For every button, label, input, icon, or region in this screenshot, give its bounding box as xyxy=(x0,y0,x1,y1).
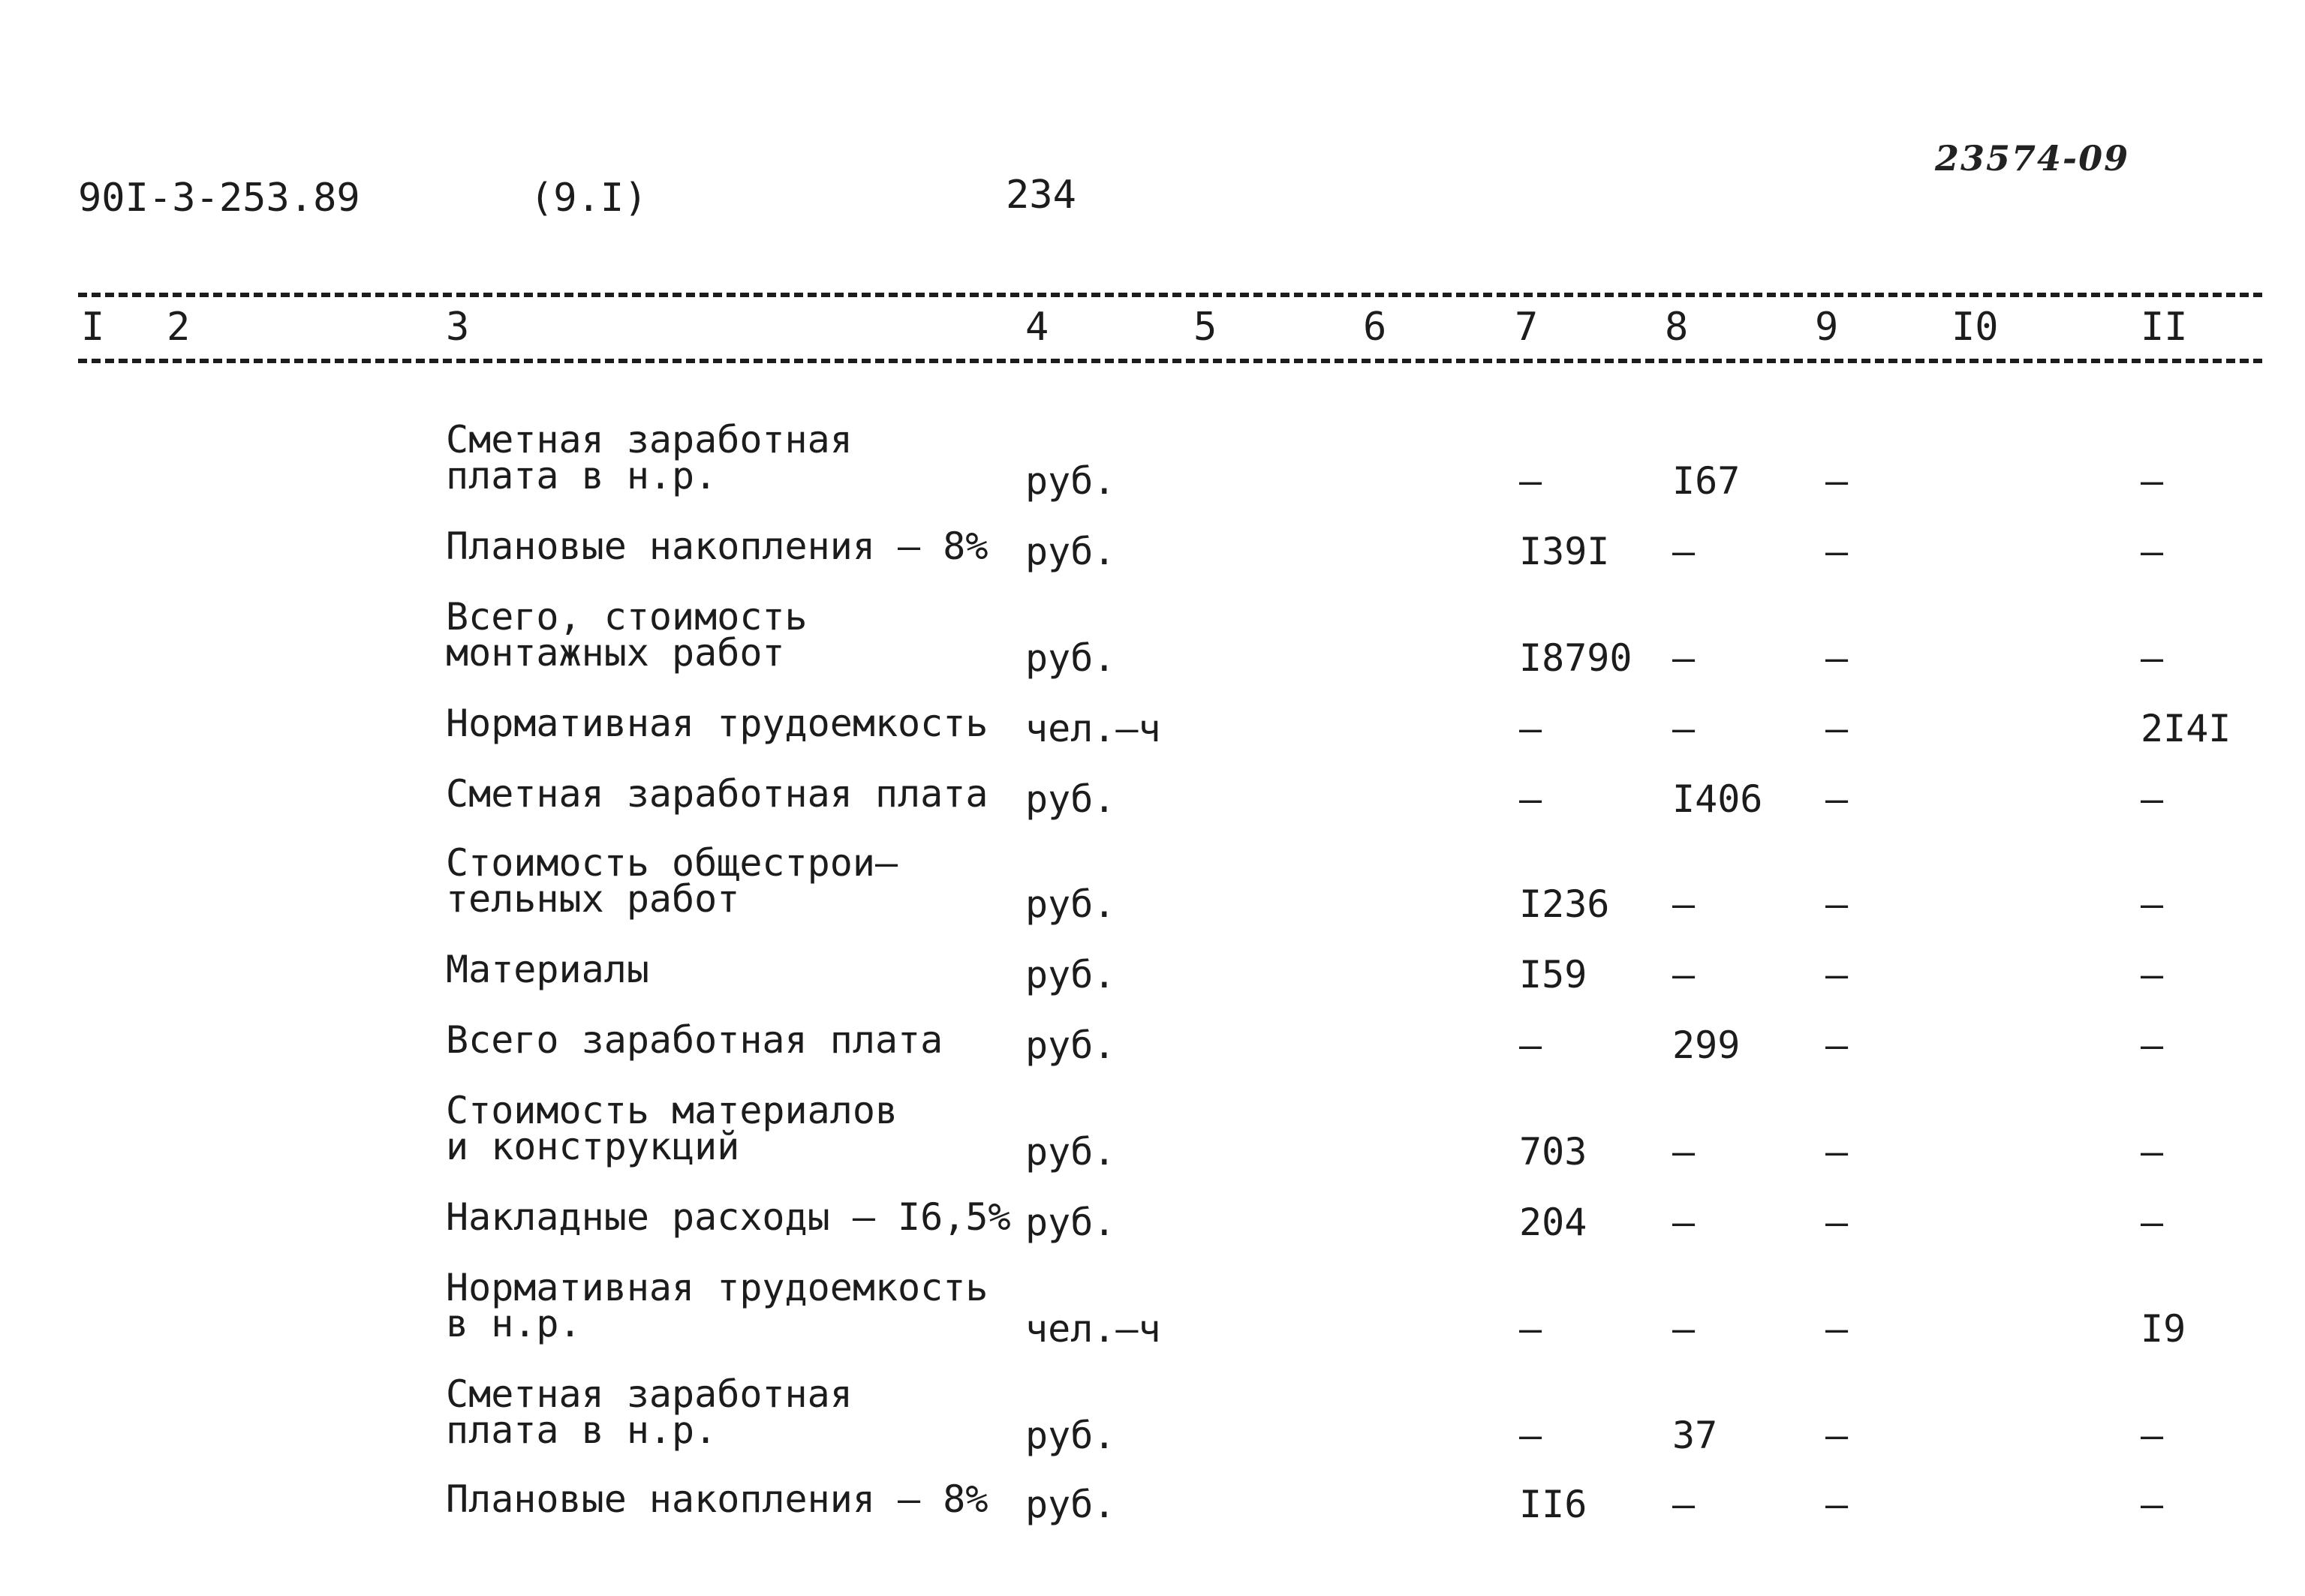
item-name xyxy=(446,702,989,745)
column-9-value: – xyxy=(1825,1201,1849,1244)
item-name-line: Стоимость общестрои– xyxy=(446,841,898,885)
column-8-value: – xyxy=(1672,1483,1696,1526)
column-11-value: I9 xyxy=(2141,1307,2186,1351)
column-number: 4 xyxy=(1025,305,1049,350)
item-name-line: плата в н.р. xyxy=(446,1408,718,1452)
column-8-value: 299 xyxy=(1672,1023,1741,1067)
column-9-value: – xyxy=(1825,882,1849,926)
unit-cell: руб. xyxy=(1025,1483,1116,1526)
column-8-value: – xyxy=(1672,1307,1696,1351)
column-number: 3 xyxy=(446,305,470,350)
column-11-value: – xyxy=(2141,1023,2164,1067)
column-number: I xyxy=(81,305,105,350)
column-7-value: – xyxy=(1519,707,1542,750)
column-8-value: I67 xyxy=(1672,459,1741,503)
column-number: 5 xyxy=(1193,305,1217,350)
item-name-line: Плановые накопления – 8% xyxy=(446,524,989,568)
item-name xyxy=(446,1089,898,1168)
column-number: II xyxy=(2141,305,2188,350)
item-name-line: Всего заработная плата xyxy=(446,1018,943,1062)
unit-cell: руб. xyxy=(1025,459,1116,503)
item-name xyxy=(446,1266,989,1345)
item-name-line: Плановые накопления – 8% xyxy=(446,1477,989,1521)
column-11-value: – xyxy=(2141,1130,2164,1174)
item-name xyxy=(446,841,898,921)
unit-cell: руб. xyxy=(1025,777,1116,821)
archive-stamp: 23574-09 xyxy=(1935,138,2130,179)
column-11-value: – xyxy=(2141,1414,2164,1457)
item-name xyxy=(446,595,808,675)
column-11-value: – xyxy=(2141,953,2164,996)
column-8-value: – xyxy=(1672,953,1696,996)
column-9-value: – xyxy=(1825,459,1849,503)
column-8-value: – xyxy=(1672,1130,1696,1174)
table-header-rule xyxy=(78,359,2262,363)
unit-cell: чел.–ч xyxy=(1025,707,1161,750)
unit-cell: руб. xyxy=(1025,530,1116,573)
column-11-value: – xyxy=(2141,777,2164,821)
column-7-value: 204 xyxy=(1519,1201,1587,1244)
item-name-line: Материалы xyxy=(446,948,649,991)
column-7-value: I8790 xyxy=(1519,636,1632,680)
section-number: (9.I) xyxy=(530,176,648,221)
item-name-line: Сметная заработная xyxy=(446,1372,853,1416)
item-name-line: Нормативная трудоемкость xyxy=(446,1266,989,1309)
column-number: 7 xyxy=(1515,305,1539,350)
column-9-value: – xyxy=(1825,1023,1849,1067)
item-name-line: плата в н.р. xyxy=(446,454,718,497)
column-8-value: – xyxy=(1672,530,1696,573)
column-7-value: – xyxy=(1519,459,1542,503)
column-8-value: – xyxy=(1672,707,1696,750)
column-number: I0 xyxy=(1951,305,1999,350)
unit-cell: руб. xyxy=(1025,953,1116,996)
column-number: 8 xyxy=(1665,305,1689,350)
item-name-line: тельных работ xyxy=(446,877,740,921)
column-8-value: I406 xyxy=(1672,777,1763,821)
page-number: 234 xyxy=(1006,173,1076,218)
column-9-value: – xyxy=(1825,707,1849,750)
item-name-line: Нормативная трудоемкость xyxy=(446,702,989,745)
item-name xyxy=(446,1195,1011,1239)
item-name-line: Всего, стоимость xyxy=(446,595,808,639)
column-9-value: – xyxy=(1825,1483,1849,1526)
column-7-value: I39I xyxy=(1519,530,1610,573)
item-name xyxy=(446,418,853,497)
document-code: 90I-3-253.89 xyxy=(78,176,360,221)
column-9-value: – xyxy=(1825,777,1849,821)
column-9-value: – xyxy=(1825,1414,1849,1457)
item-name xyxy=(446,524,989,568)
column-11-value: 2I4I xyxy=(2141,707,2231,750)
unit-cell: руб. xyxy=(1025,882,1116,926)
unit-cell: руб. xyxy=(1025,636,1116,680)
column-number: 2 xyxy=(167,305,191,350)
column-11-value: – xyxy=(2141,459,2164,503)
unit-cell: чел.–ч xyxy=(1025,1307,1161,1351)
item-name xyxy=(446,948,649,991)
column-8-value: 37 xyxy=(1672,1414,1718,1457)
column-9-value: – xyxy=(1825,636,1849,680)
column-7-value: 703 xyxy=(1519,1130,1587,1174)
column-7-value: – xyxy=(1519,1414,1542,1457)
item-name-line: Сметная заработная плата xyxy=(446,772,989,816)
column-11-value: – xyxy=(2141,1483,2164,1526)
column-7-value: II6 xyxy=(1519,1483,1587,1526)
unit-cell: руб. xyxy=(1025,1201,1116,1244)
item-name-line: Накладные расходы – I6,5% xyxy=(446,1195,1011,1239)
column-11-value: – xyxy=(2141,882,2164,926)
column-7-value: – xyxy=(1519,777,1542,821)
column-11-value: – xyxy=(2141,530,2164,573)
column-7-value: I236 xyxy=(1519,882,1610,926)
column-9-value: – xyxy=(1825,1130,1849,1174)
item-name-line: Стоимость материалов xyxy=(446,1089,898,1132)
item-name-line: и конструкций xyxy=(446,1125,740,1168)
item-name-line: Сметная заработная xyxy=(446,418,853,461)
unit-cell: руб. xyxy=(1025,1130,1116,1174)
unit-cell: руб. xyxy=(1025,1414,1116,1457)
item-name-line: в н.р. xyxy=(446,1302,582,1345)
column-8-value: – xyxy=(1672,636,1696,680)
item-name-line: монтажных работ xyxy=(446,631,785,675)
column-number: 9 xyxy=(1815,305,1839,350)
item-name xyxy=(446,1018,943,1062)
column-9-value: – xyxy=(1825,953,1849,996)
item-name xyxy=(446,1372,853,1452)
column-11-value: – xyxy=(2141,1201,2164,1244)
column-8-value: – xyxy=(1672,1201,1696,1244)
item-name xyxy=(446,1477,989,1521)
column-7-value: – xyxy=(1519,1307,1542,1351)
table-top-rule xyxy=(78,293,2262,297)
column-8-value: – xyxy=(1672,882,1696,926)
unit-cell: руб. xyxy=(1025,1023,1116,1067)
item-name xyxy=(446,772,989,816)
column-number: 6 xyxy=(1363,305,1387,350)
column-7-value: I59 xyxy=(1519,953,1587,996)
column-9-value: – xyxy=(1825,1307,1849,1351)
column-9-value: – xyxy=(1825,530,1849,573)
column-7-value: – xyxy=(1519,1023,1542,1067)
column-11-value: – xyxy=(2141,636,2164,680)
